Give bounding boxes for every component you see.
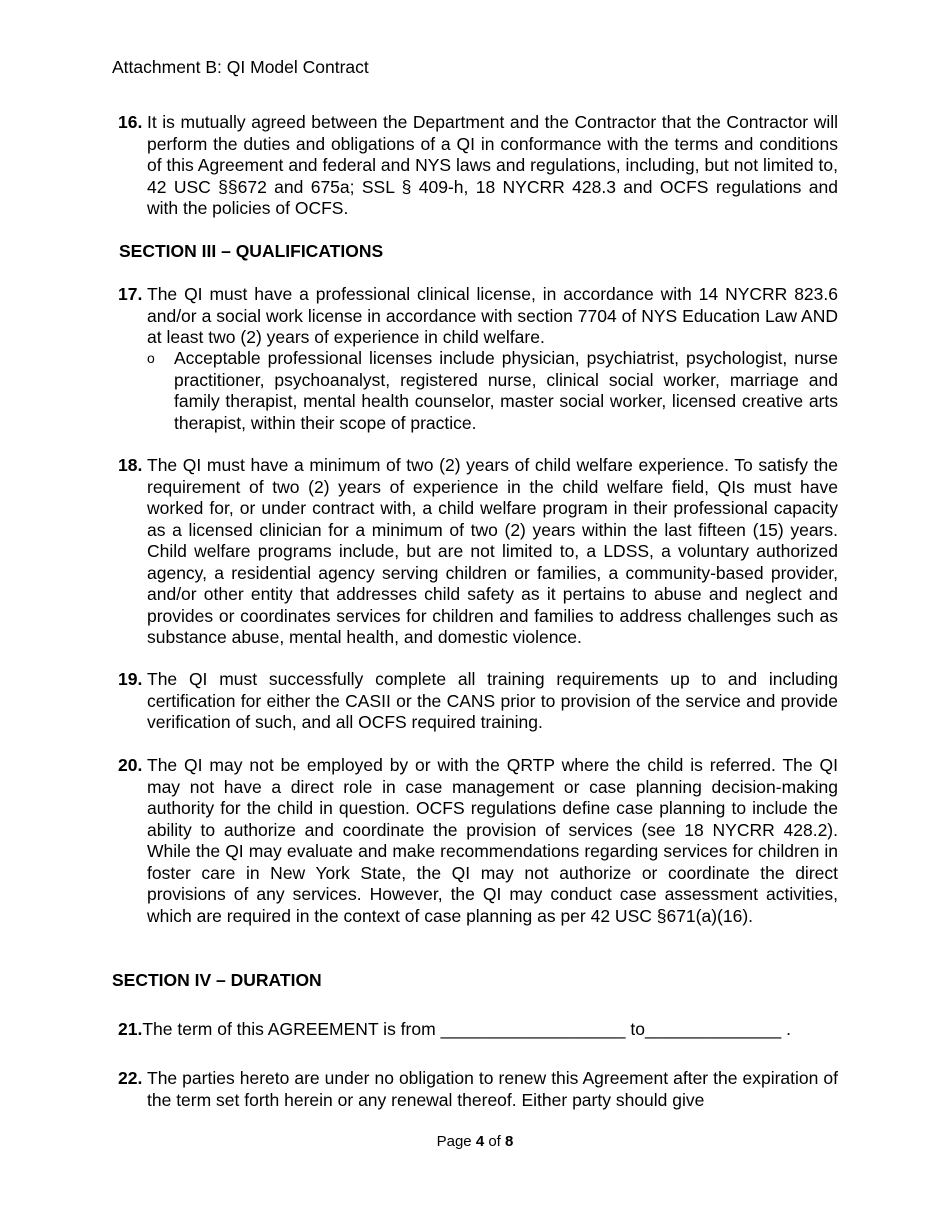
clause-21 bbox=[118, 1019, 840, 1041]
clause-number: 22. bbox=[118, 1068, 143, 1088]
clause-18 bbox=[118, 455, 838, 649]
term-text: The term of this AGREEMENT is from bbox=[142, 1019, 436, 1039]
clause-20 bbox=[118, 755, 838, 927]
clause-19 bbox=[118, 669, 838, 734]
term-to-blank: ______________ bbox=[644, 1019, 782, 1039]
clause-text: The QI may not be employed by or with the QRTP where the child is referred. The QI may not have a direct role in case management or case planning decision-making authority for the child in question. OCFS regulations define case planning to include the ability to authorize and coordinate the provision of services (see 18 NYCRR 428.2). While the QI may evaluate and make recommendations regarding services for children in foster care in New York State, the QI may not authorize or coordinate the direct provisions of any services. However, the QI may conduct case assessment activities, which are required in the context of case planning as per 42 USC §671(a)(16). bbox=[147, 755, 838, 926]
term-to-label: to bbox=[630, 1019, 645, 1039]
clause-17 bbox=[118, 284, 838, 349]
section-heading-qualifications: SECTION III – QUALIFICATIONS bbox=[119, 241, 384, 261]
page-footer bbox=[0, 1133, 950, 1151]
clause-number: 20. bbox=[118, 755, 143, 775]
clause-16 bbox=[118, 112, 838, 220]
clause-text: It is mutually agreed between the Department and the Contractor that the Contractor will perform the duties and obligations of a QI in conformance with the terms and conditions of this Agreement and federal and NYS laws and regulations, including, but not limited to, 42 USC §§672 and 675a; SSL § 409-h, 18 NYCRR 428.3 and OCFS regulations and with the policies of OCFS. bbox=[147, 112, 838, 218]
current-page-number: 4 bbox=[475, 1133, 485, 1150]
bullet-circle-icon: o bbox=[147, 350, 155, 366]
clause-text: The QI must have a minimum of two (2) years of child welfare experience. To satisfy the requirement of two (2) years of experience in the child welfare field, QIs must have worked for, or under contract with, a child welfare program in their professional capacity as a licensed clinician for a minimum of two (2) years within the last fifteen (15) years. Child welfare programs include, but are not limited to, a LDSS, a voluntary authorized agency, a residential agency serving children or families, a community-based provider, and/or other entity that addresses child safety as it pertains to abuse and neglect and provides or coordinates services for children and families to address challenges such as substance abuse, mental health, and domestic violence. bbox=[147, 455, 838, 647]
license-bullet bbox=[147, 348, 838, 434]
page-header: Attachment B: QI Model Contract bbox=[112, 57, 369, 77]
clause-number: 19. bbox=[118, 669, 143, 689]
term-from-blank: ___________________ bbox=[440, 1019, 626, 1039]
total-pages-number: 8 bbox=[505, 1133, 514, 1150]
bullet-text: Acceptable professional licenses include physician, psychiatrist, psychologist, nurse practitioner, psychoanalyst, registered nurse, clinical social worker, marriage and family therapist, mental health counselor, master social worker, licensed creative arts therapist, within their scope of practice. bbox=[174, 348, 838, 433]
section-heading-duration: SECTION IV – DURATION bbox=[112, 970, 322, 990]
clause-number: 18. bbox=[118, 455, 143, 475]
term-period: . bbox=[786, 1019, 791, 1039]
clause-number: 17. bbox=[118, 284, 143, 304]
clause-text: The QI must successfully complete all training requirements up to and including certification for either the CASII or the CANS prior to provision of the service and provide verification of such, and all OCFS required training. bbox=[147, 669, 838, 732]
clause-number: 21. bbox=[118, 1019, 143, 1039]
clause-22 bbox=[118, 1068, 838, 1111]
clause-text: The parties hereto are under no obligation to renew this Agreement after the expiration of the term set forth herein or any renewal thereof. Either party should give bbox=[147, 1068, 838, 1110]
page-label: Page bbox=[436, 1133, 472, 1150]
clause-number: 16. bbox=[118, 112, 143, 132]
clause-text: The QI must have a professional clinical license, in accordance with 14 NYCRR 823.6 and/or a social work license in accordance with section 7704 of NYS Education Law AND at least two (2) years of experience in child welfare. bbox=[147, 284, 838, 347]
of-label: of bbox=[488, 1133, 501, 1150]
